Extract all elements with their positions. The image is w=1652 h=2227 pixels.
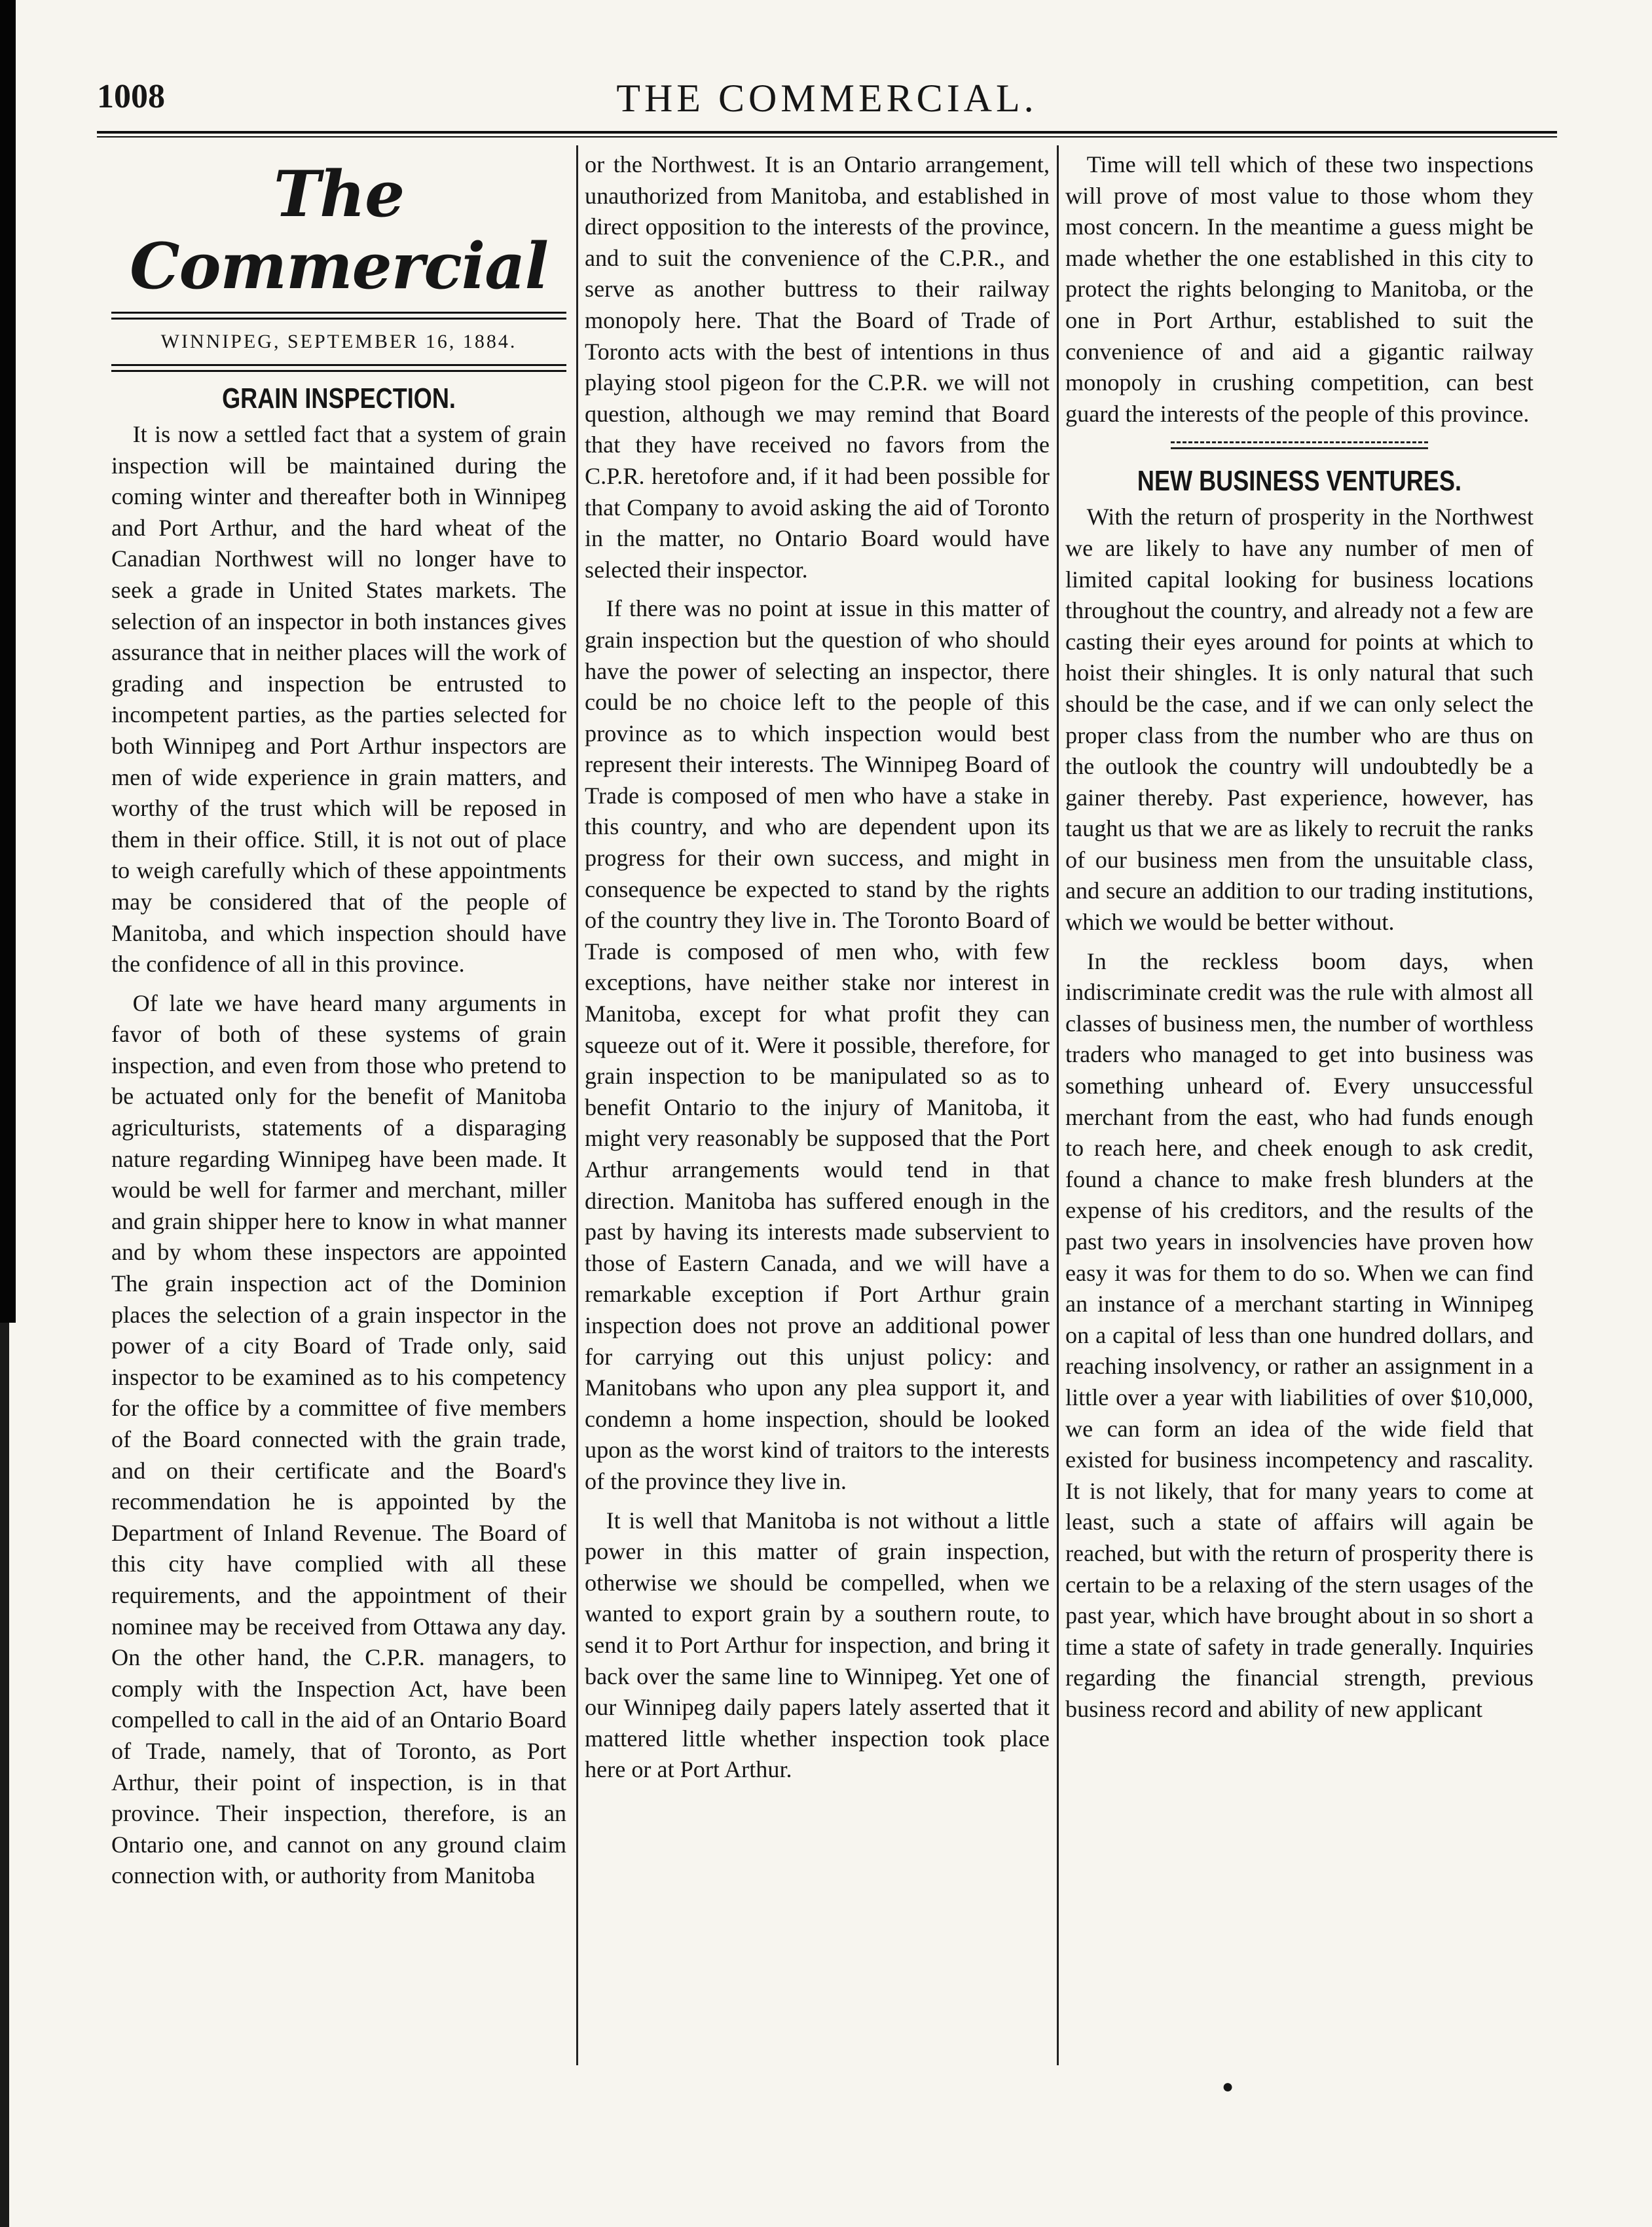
binding-edge (0, 0, 16, 1323)
article-paragraph: With the return of prosperity in the Northwest we are likely to have any number of men of limited capital looking for business locations throughout the country, and already not a few are casting their eyes around for points at which to hoist their shingles. It is only natural that such should be the case, and if we can only select the proper class from the number who are thus on the outlook the country will undoubtedly be a gainer thereby. Past experience, however, has taught us that we are as likely to recruit the ranks of our business men from the unsuitable class, and secure an addition to our trading institutions, which we would be better without. (1065, 504, 1533, 936)
masthead-rule (111, 312, 566, 320)
section-divider (1171, 441, 1428, 449)
article-paragraph: In the reckless boom days, when indiscriminate credit was the rule with almost all classes of business men, the number of worthless traders who managed to get into business was something unheard of. Every unsuccessful merchant from the east, who had funds enough to reach here, and cheek enough to ask credit, found a chance to make fresh blunders at the expense of his creditors, and the results of the past two years in insolvencies have proven how easy it was for them to do so. When we can find an instance of a merchant starting in Winnipeg on a capital of less than one hundred dollars, and reaching insolvency, or rather an assignment in a little over a year with liabilities of over $10,000, we can form an idea of the wide field that existed for business incompetency and rascality. It is not likely, that for many years to come at least, such a state of affairs will again be reached, but with the return of prosperity there is certain to be a relaxing of the stern usages of the past year, which have brought about in so short a time a state of safety in trade generally. Inquiries regarding the financial strength, previous business record and ability of new applicant (1065, 948, 1533, 1722)
article-paragraph: It is well that Manitoba is not without a little power in this matter of grain inspection, otherwise we should be compelled, when we wanted to export grain by a southern route, to send it to Port Arthur for inspection, and bring it back over the same line to Winnipeg. Yet one of our Winnipeg daily papers lately asserted that it mattered little whether inspection took place here or at Port Arthur. (585, 1507, 1050, 1783)
article-paragraph: It is now a settled fact that a system of grain inspection will be maintained during the coming winter and thereafter both in Winnipeg and Port Arthur, and the hard wheat of the Canadian Northwest will no longer have to seek a grade in United States markets. The selection of an inspector in both instances gives assurance that in neither places will the work of grading and inspection be entrusted to incompetent parties, as the parties selected for both Winnipeg and Port Arthur inspectors are men of wide experience in grain matters, and worthy of the trust which will be reposed in them in their office. Still, it is not out of place to weigh carefully which of these appointments may be considered that of the people of Manitoba, and which inspection should have the confidence of all in this province. (111, 421, 566, 978)
article-headline-grain-inspection: GRAIN INSPECTION. (222, 382, 456, 414)
masthead-title: The Commercial (130, 157, 548, 303)
running-title: THE COMMERCIAL. (616, 77, 1038, 120)
page-header (97, 77, 1557, 130)
header-rule (97, 131, 1557, 138)
column-3 (1065, 149, 1533, 2061)
article-headline-new-business-ventures: NEW BUSINESS VENTURES. (1137, 465, 1462, 498)
article-paragraph: or the Northwest. It is an Ontario arrangement, unauthorized from Manitoba, and established in direct opposition to the interests of the province, and to suit the convenience of the C.P.R., and serve as another buttress to their railway monopoly here. That the Board of Trade of Toronto acts with the best of intentions in thus playing stool pigeon for the C.P.R. we will not question, although we may remind that Board that they have received no favors from the C.P.R. heretofore and, if it had been possible for that Company to avoid asking the aid of Toronto in the matter, no Ontario Board would have selected their inspector. (585, 151, 1050, 583)
article-paragraph: Of late we have heard many arguments in favor of both of these systems of grain inspection, and even from those who pretend to be actuated only for the benefit of Manitoba agriculturists, statements of a disparaging nature regarding Winnipeg have been made. It would be well for farmer and merchant, miller and grain shipper here to know in what manner and by whom these inspectors are appointed The grain inspection act of the Dominion places the selection of a grain inspector in the power of a city Board of Trade only, said inspector to be examined as to his competency for the office by a committee of five members of the Board connected with the grain trade, and on their certificate and the Board's recommendation he is appointed by the Department of Inland Revenue. The Board of this city have complied with all these requirements, and the appointment of their nominee may be received from Ottawa any day. On the other hand, the C.P.R. managers, to comply with the Inspection Act, have been compelled to call in the aid of an Ontario Board of Trade, namely, that of Toronto, as Port Arthur, their point of inspection, is in that province. Their inspection, therefore, is an Ontario one, and cannot on any ground claim connection with, or authority from Manitoba (111, 989, 566, 1889)
column-rule-2 (1057, 145, 1059, 2065)
article-paragraph: If there was no point at issue in this matter of grain inspection but the question of who should have the power of selecting an inspector, there could be no choice left to the people of this province as to which inspection would best represent their interests. The Winnipeg Board of Trade is composed of men who have a stake in this country, and who are dependent upon its progress for their own success, and might in consequence be expected to stand by the rights of the country they live in. The Toronto Board of Trade is composed of men who, with few exceptions, have neither stake nor interest in Manitoba, except for what profit they can squeeze out of it. Were it possible, therefore, for grain inspection to be manipulated so as to benefit Ontario to the injury of Manitoba, it might very reasonably be supposed that the Port Arthur arrangements would tend in that direction. Manitoba has suffered enough in the past by having its interests made subservient to those of Eastern Canada, and we will have a remarkable exception if Port Arthur grain inspection does not prove an additional power for carrying out this unjust policy: and Manitobans who upon any plea support it, and condemn a home inspection, should be looked upon as the worst kind of traitors to the interests of the province they live in. (585, 595, 1050, 1494)
article-paragraph: Time will tell which of these two inspections will prove of most value to those whom they most concern. In the meantime a guess might be made whether the one established in this city to protect the rights belonging to Manitoba, or the one in Port Arthur, established to suit the convenience of and aid a gigantic railway monopoly in crushing competition, can best guard the interests of the people of this province. (1065, 151, 1533, 427)
page-number: 1008 (97, 78, 165, 115)
dateline: WINNIPEG, SEPTEMBER 16, 1884. (160, 331, 517, 352)
column-1 (111, 149, 566, 2061)
dateline-rule (111, 364, 566, 372)
page-ornament-icon: ● (1222, 2076, 1234, 2097)
column-2 (585, 149, 1050, 2061)
binding-edge-lower (0, 1323, 9, 2227)
column-rule-1 (576, 145, 578, 2065)
